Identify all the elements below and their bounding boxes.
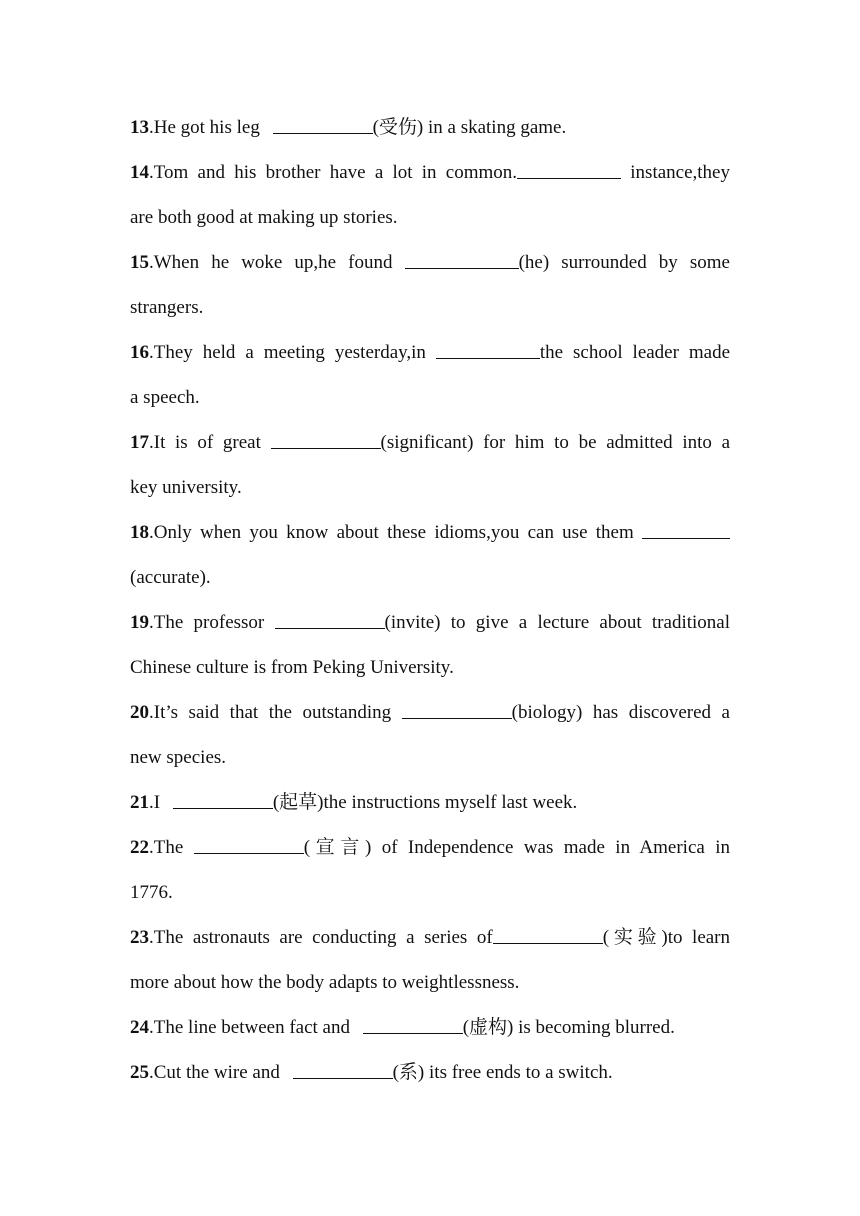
question-text: .Cut the wire and bbox=[149, 1062, 280, 1083]
answer-blank[interactable] bbox=[493, 924, 603, 944]
question-text: strangers. bbox=[130, 297, 204, 318]
question-22 bbox=[130, 825, 730, 870]
question-text: (he) surrounded by some bbox=[518, 252, 730, 273]
answer-blank[interactable] bbox=[293, 1059, 393, 1079]
question-text: (significant) for him to be admitted into a bbox=[380, 432, 730, 453]
question-15-continued bbox=[130, 285, 730, 330]
question-13 bbox=[130, 105, 730, 150]
answer-blank[interactable] bbox=[405, 249, 519, 269]
question-text: .Only when you know about these idioms,you can use them bbox=[149, 522, 634, 543]
answer-blank[interactable] bbox=[271, 429, 381, 449]
question-text: (受伤) in a skating game. bbox=[372, 117, 567, 138]
answer-blank[interactable] bbox=[436, 339, 540, 359]
question-text: (实验)to learn bbox=[602, 927, 730, 948]
question-number: 17 bbox=[130, 432, 149, 453]
question-15 bbox=[130, 240, 730, 285]
question-25 bbox=[130, 1050, 730, 1095]
question-23 bbox=[130, 915, 730, 960]
question-text: .I bbox=[149, 792, 161, 813]
question-20-continued bbox=[130, 735, 730, 780]
question-21 bbox=[130, 780, 730, 825]
question-16 bbox=[130, 330, 730, 375]
answer-blank[interactable] bbox=[642, 519, 730, 539]
question-14-continued bbox=[130, 195, 730, 240]
question-14 bbox=[130, 150, 730, 195]
question-number: 25 bbox=[130, 1062, 149, 1083]
question-text: (biology) has discovered a bbox=[511, 702, 730, 723]
question-text: .They held a meeting yesterday,in bbox=[149, 342, 426, 363]
question-text: more about how the body adapts to weightlessness. bbox=[130, 972, 520, 993]
question-text: key university. bbox=[130, 477, 242, 498]
question-text: (虚构) is becoming blurred. bbox=[462, 1017, 675, 1038]
question-23-continued bbox=[130, 960, 730, 1005]
question-number: 20 bbox=[130, 702, 149, 723]
question-19 bbox=[130, 600, 730, 645]
question-text: .When he woke up,he found bbox=[149, 252, 393, 273]
question-text: are both good at making up stories. bbox=[130, 207, 398, 228]
question-text: .The line between fact and bbox=[149, 1017, 350, 1038]
question-text: instance,they bbox=[630, 162, 730, 183]
question-number: 13 bbox=[130, 117, 149, 138]
exercise-list bbox=[130, 105, 730, 1095]
question-number: 21 bbox=[130, 792, 149, 813]
answer-blank[interactable] bbox=[173, 789, 273, 809]
question-number: 24 bbox=[130, 1017, 149, 1038]
question-text: (accurate). bbox=[130, 567, 211, 588]
question-number: 14 bbox=[130, 162, 149, 183]
question-text: the school leader made bbox=[539, 342, 730, 363]
question-text: new species. bbox=[130, 747, 227, 768]
question-number: 23 bbox=[130, 927, 149, 948]
question-number: 22 bbox=[130, 837, 149, 858]
question-number: 18 bbox=[130, 522, 149, 543]
question-number: 15 bbox=[130, 252, 149, 273]
question-text: .It is of great bbox=[149, 432, 261, 453]
question-text: (invite) to give a lecture about traditional bbox=[384, 612, 730, 633]
question-24 bbox=[130, 1005, 730, 1050]
question-text: 1776. bbox=[130, 882, 173, 903]
question-text: .Tom and his brother have a lot in common. bbox=[149, 162, 518, 183]
question-text: (起草)the instructions myself last week. bbox=[272, 792, 578, 813]
question-text: Chinese culture is from Peking University. bbox=[130, 657, 454, 678]
answer-blank[interactable] bbox=[194, 834, 304, 854]
answer-blank[interactable] bbox=[273, 114, 373, 134]
question-text: a speech. bbox=[130, 387, 200, 408]
answer-blank[interactable] bbox=[517, 159, 621, 179]
question-18 bbox=[130, 510, 730, 555]
question-text: .He got his leg bbox=[149, 117, 260, 138]
question-text: (宣言) of Independence was made in America in bbox=[303, 837, 730, 858]
answer-blank[interactable] bbox=[275, 609, 385, 629]
question-17 bbox=[130, 420, 730, 465]
question-text: .The professor bbox=[149, 612, 265, 633]
question-number: 16 bbox=[130, 342, 149, 363]
question-text: .The bbox=[149, 837, 184, 858]
question-20 bbox=[130, 690, 730, 735]
question-16-continued bbox=[130, 375, 730, 420]
question-22-continued bbox=[130, 870, 730, 915]
question-19-continued bbox=[130, 645, 730, 690]
question-18-continued bbox=[130, 555, 730, 600]
question-text: .The astronauts are conducting a series of bbox=[149, 927, 493, 948]
question-17-continued bbox=[130, 465, 730, 510]
question-text: .It’s said that the outstanding bbox=[149, 702, 392, 723]
question-number: 19 bbox=[130, 612, 149, 633]
answer-blank[interactable] bbox=[402, 699, 512, 719]
answer-blank[interactable] bbox=[363, 1014, 463, 1034]
question-text: (系) its free ends to a switch. bbox=[392, 1062, 613, 1083]
